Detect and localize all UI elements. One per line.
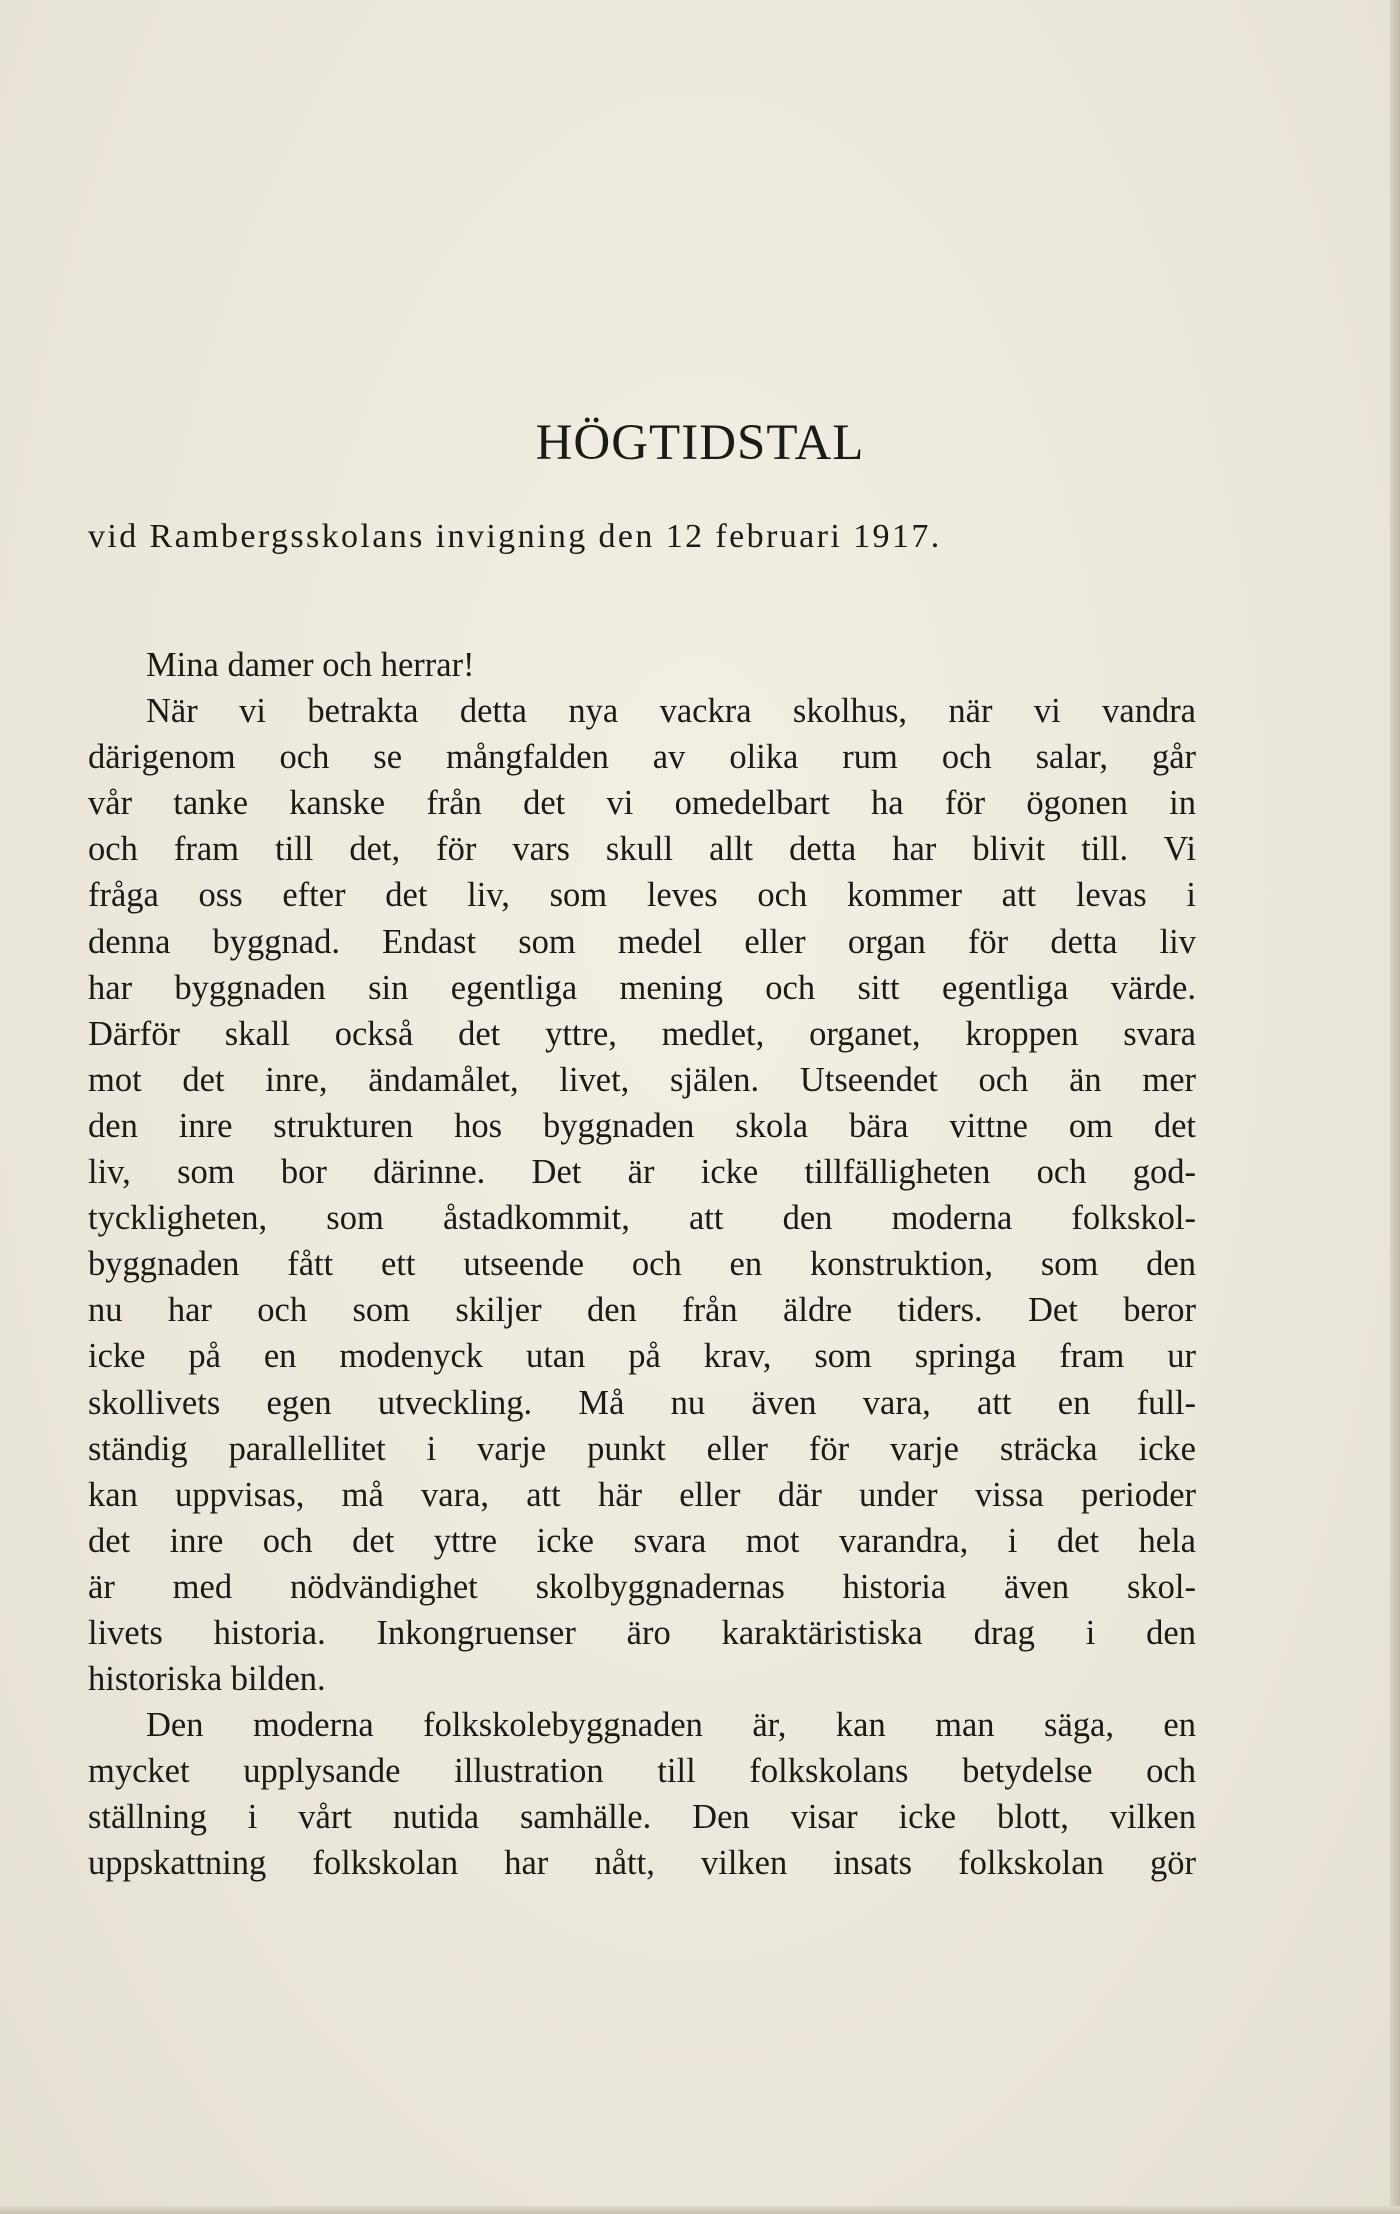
page-edge-right bbox=[1390, 0, 1400, 2214]
text-line: nu har och som skiljer den från äldre tiders. Det beror bbox=[88, 1291, 1196, 1330]
text-line: Den moderna folkskolebyggnaden är, kan man säga, en bbox=[146, 1706, 1196, 1745]
text-line: har byggnaden sin egentliga mening och sitt egentliga värde. bbox=[88, 968, 1196, 1007]
text-line: Mina damer och herrar! bbox=[146, 646, 475, 684]
text-line: denna byggnad. Endast som medel eller organ för detta liv bbox=[88, 922, 1196, 961]
text-line: liv, som bor därinne. Det är icke tillfälligheten och god- bbox=[88, 1153, 1196, 1192]
text-line: historiska bilden. bbox=[88, 1660, 326, 1699]
text-line: ständig parallellitet i varje punkt eller för varje sträcka icke bbox=[88, 1429, 1196, 1468]
text-line: därigenom och se mångfalden av olika rum och salar, går bbox=[88, 738, 1196, 777]
text-line: det inre och det yttre icke svara mot varandra, i det hela bbox=[88, 1521, 1196, 1560]
text-line: den inre strukturen hos byggnaden skola bära vittne om det bbox=[88, 1106, 1196, 1145]
page-edge-bottom bbox=[0, 2206, 1400, 2214]
text-line: mot det inre, ändamålet, livet, själen. Utseendet och än mer bbox=[88, 1060, 1196, 1099]
text-line: fråga oss efter det liv, som leves och kommer att levas i bbox=[88, 876, 1196, 915]
text-line: mycket upplysande illustration till folkskolans betydelse och bbox=[88, 1752, 1196, 1791]
text-line: ställning i vårt nutida samhälle. Den visar icke blott, vilken bbox=[88, 1798, 1196, 1837]
document-title: HÖGTIDSTAL bbox=[535, 415, 865, 471]
text-line: vår tanke kanske från det vi omedelbart ha för ögonen in bbox=[88, 784, 1196, 823]
body-text bbox=[88, 642, 1196, 1887]
text-line: tyckligheten, som åstadkommit, att den moderna folkskol- bbox=[88, 1199, 1196, 1238]
text-line: livets historia. Inkongruenser äro karaktäristiska drag i den bbox=[88, 1613, 1196, 1652]
text-line: skollivets egen utveckling. Må nu även vara, att en full- bbox=[88, 1383, 1196, 1422]
text-line: kan uppvisas, må vara, att här eller där under vissa perioder bbox=[88, 1475, 1196, 1514]
text-line: Därför skall också det yttre, medlet, organet, kroppen svara bbox=[88, 1014, 1196, 1053]
text-line: byggnaden fått ett utseende och en konstruktion, som den bbox=[88, 1245, 1196, 1284]
text-line: och fram till det, för vars skull allt detta har blivit till. Vi bbox=[88, 830, 1196, 869]
text-line: icke på en modenyck utan på krav, som springa fram ur bbox=[88, 1337, 1196, 1376]
text-line: När vi betrakta detta nya vackra skolhus, när vi vandra bbox=[146, 692, 1196, 731]
text-line: är med nödvändighet skolbyggnadernas historia även skol- bbox=[88, 1567, 1196, 1606]
document-subtitle: vid Rambergsskolans invigning den 12 februari 1917. bbox=[88, 518, 942, 555]
text-line: uppskattning folkskolan har nått, vilken insats folkskolan gör bbox=[88, 1844, 1196, 1883]
